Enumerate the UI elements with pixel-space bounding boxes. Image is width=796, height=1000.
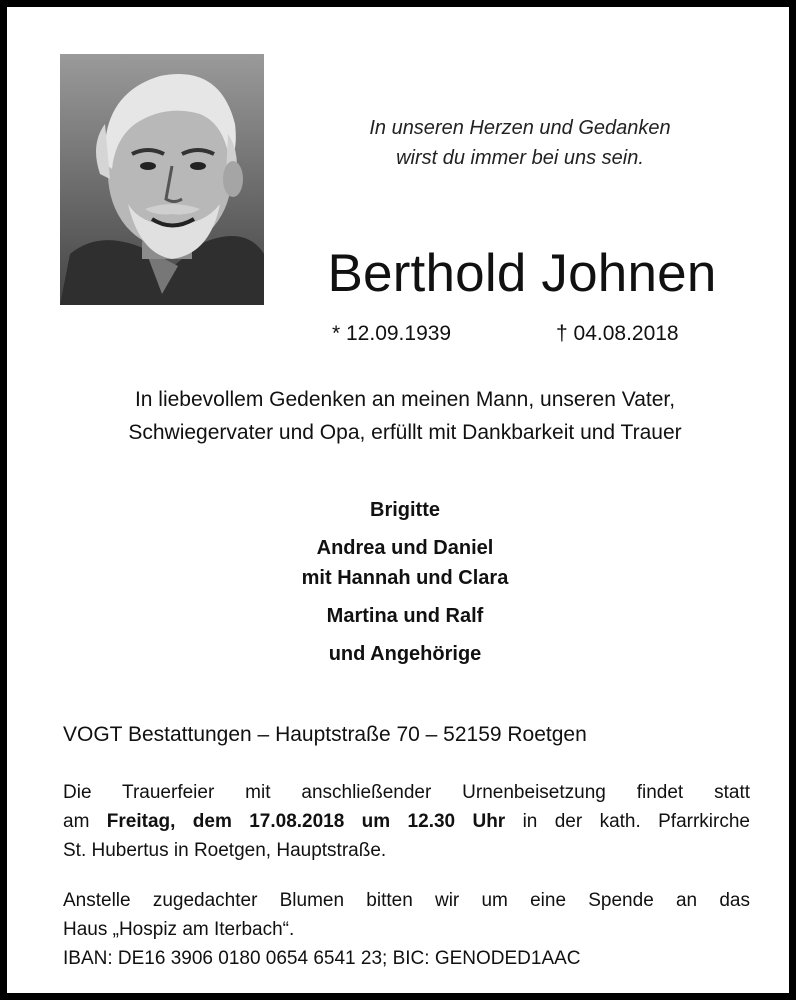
mourner-name: Andrea und Daniel	[316, 537, 494, 559]
motto-line-1: In unseren Herzen und Gedanken	[369, 117, 671, 139]
deceased-name: Berthold Johnen	[327, 244, 717, 303]
service-line-2	[63, 807, 750, 836]
death-date: † 04.08.2018	[556, 322, 679, 345]
mourner-group	[205, 533, 605, 593]
service-line-2-suffix: in der kath. Pfarrkirche	[505, 811, 750, 832]
service-notice	[63, 778, 750, 865]
motto-quote	[307, 113, 733, 173]
undertaker-address: VOGT Bestattungen – Hauptstraße 70 – 52159 Roetgen	[63, 723, 587, 746]
service-line-3: St. Hubertus in Roetgen, Hauptstraße.	[63, 840, 387, 861]
donation-line-1: Anstelle zugedachter Blumen bitten wir um eine Spende an das	[63, 890, 750, 911]
portrait-photo	[60, 54, 264, 305]
mourner-group	[205, 601, 605, 631]
mourners-list	[205, 495, 605, 677]
birth-date: * 12.09.1939	[332, 322, 452, 345]
mourner-name: Brigitte	[370, 499, 440, 521]
mourner-name: und Angehörige	[328, 643, 482, 665]
donation-notice	[63, 886, 750, 973]
mourner-name: mit Hannah und Clara	[301, 567, 509, 589]
dedication-line-2: Schwiegervater und Opa, erfüllt mit Dankbarkeit und Trauer	[128, 421, 682, 444]
service-line-1: Die Trauerfeier mit anschließender Urnenbeisetzung findet statt	[63, 782, 750, 803]
mourner-group	[205, 639, 605, 669]
dedication-line-1: In liebevollem Gedenken an meinen Mann, unseren Vater,	[134, 388, 676, 411]
mourner-group	[205, 495, 605, 525]
donation-line-2: Haus „Hospiz am Iterbach“.	[63, 919, 295, 940]
bank-details: IBAN: DE16 3906 0180 0654 6541 23; BIC: GENODED1AAC	[63, 948, 581, 969]
mourner-name: Martina und Ralf	[326, 605, 484, 627]
service-line-2-prefix: am	[63, 811, 107, 832]
motto-line-2: wirst du immer bei uns sein.	[396, 147, 644, 169]
service-date-time: Freitag, dem 17.08.2018 um 12.30 Uhr	[106, 811, 506, 832]
dedication-text	[37, 383, 773, 449]
